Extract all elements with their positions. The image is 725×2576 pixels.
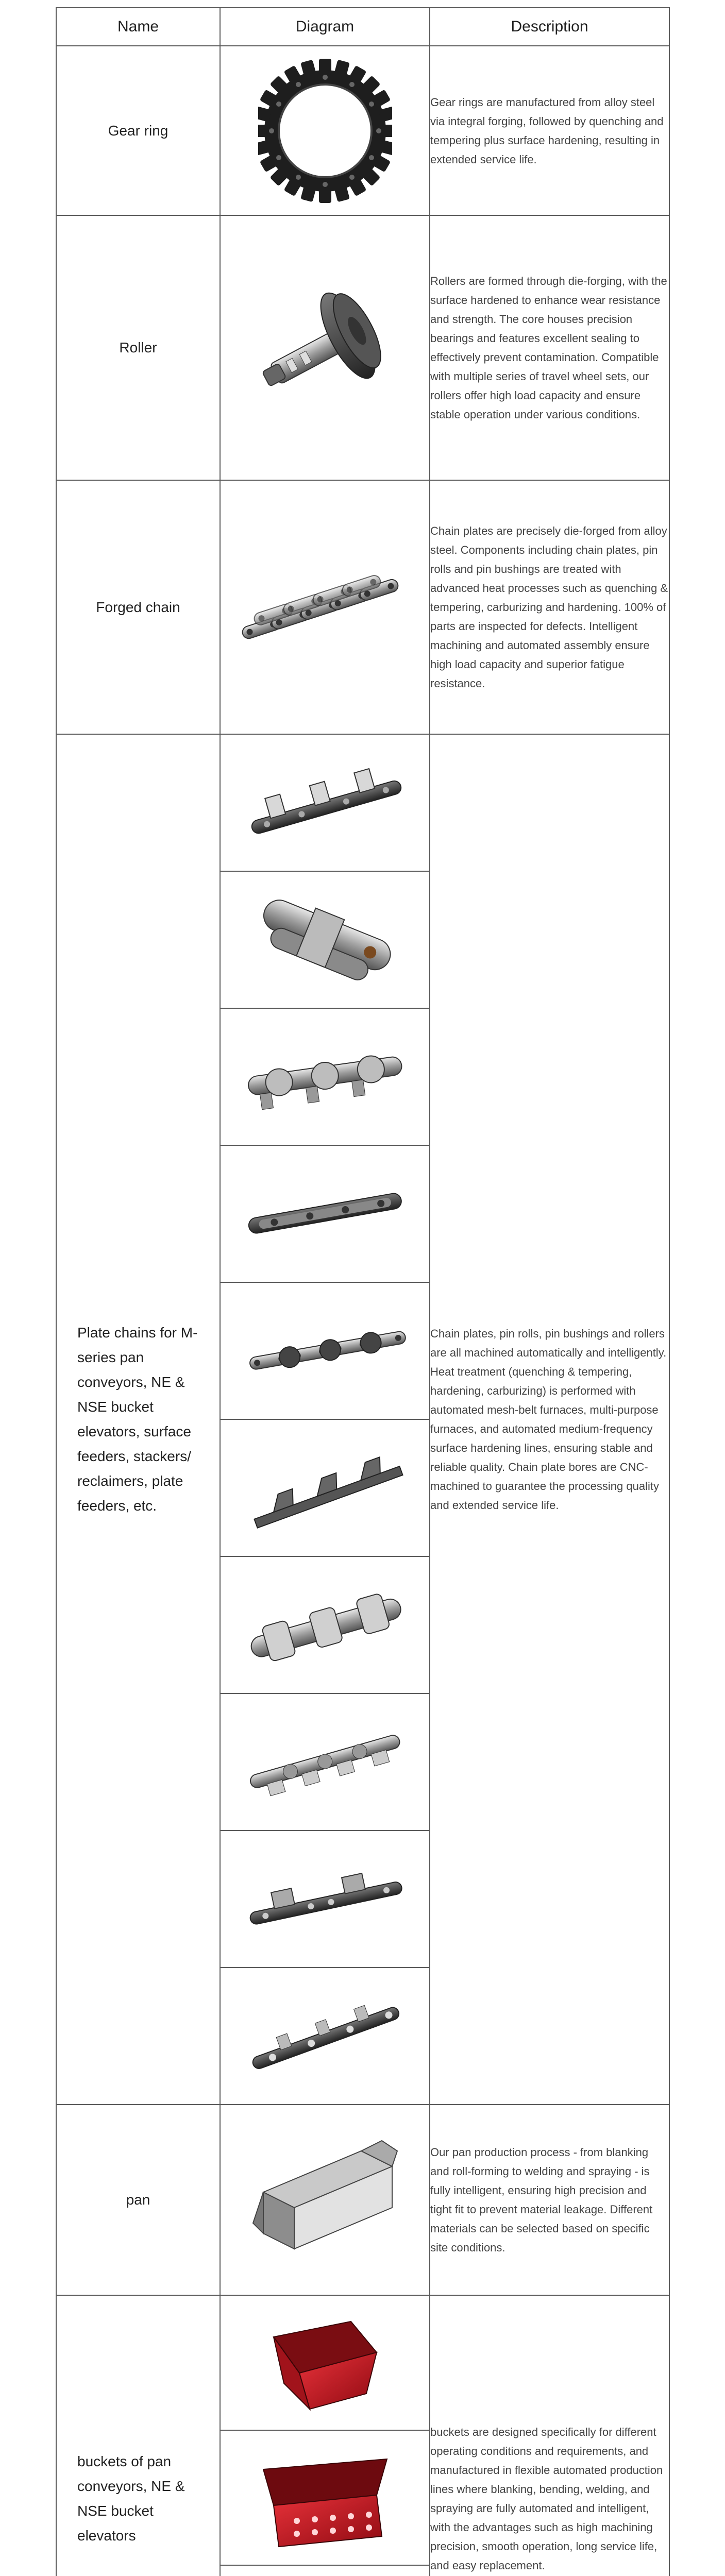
forged-chain-image — [220, 480, 430, 734]
bucket-image-1 — [221, 2296, 429, 2431]
product-table — [56, 7, 670, 2576]
row-name-plate-chains: Plate chains for M-series pan conveyors, NE & NSE bucket elevators, surface feeders, stackers/ reclaimers, plate feeders, etc. — [56, 734, 220, 2105]
plate-chain-image-5 — [221, 1283, 429, 1420]
row-description-buckets: buckets are designed specifically for different operating conditions and requirements, and manufactured in flexible automated production lines where blanking, bending, welding, and spraying are fully automated and intelligent, with the advantages such as high machining precision, smooth operation, long service life, and easy replacement. — [430, 2295, 669, 2576]
row-description-forged-chain: Chain plates are precisely die-forged from alloy steel. Components including chain plates, pin rolls and pin bushings are treated with advanced heat processes such as quenching & tempering, carburizing and hardening. 100% of parts are inspected for defects. Intelligent machining and automated assembly ensure high load capacity and superior fatigue resistance. — [430, 480, 669, 734]
table-row — [56, 215, 669, 480]
table-row — [56, 480, 669, 734]
plate-chain-image-4 — [221, 1146, 429, 1283]
row-name-gear-ring: Gear ring — [56, 46, 220, 215]
plate-chain-image-3 — [221, 1009, 429, 1146]
pan-image — [220, 2105, 430, 2295]
row-description-roller: Rollers are formed through die-forging, with the surface hardened to enhance wear resistance and strength. The core houses precision bearings and features excellent sealing to effectively prevent contamination. Compatible with multiple series of travel wheel sets, our rollers offer high load capacity and ensure stable operation under various conditions. — [430, 215, 669, 480]
plate-chain-image-8 — [221, 1694, 429, 1831]
plate-chain-image-1 — [221, 735, 429, 872]
row-description-gear-ring: Gear rings are manufactured from alloy steel via integral forging, followed by quenching and tempering plus surface hardening, resulting in extended service life. — [430, 46, 669, 215]
gear-ring-image — [220, 46, 430, 215]
row-name-buckets: buckets of pan conveyors, NE & NSE bucket elevators — [56, 2295, 220, 2576]
row-name-forged-chain: Forged chain — [56, 480, 220, 734]
bucket-image-2 — [221, 2431, 429, 2566]
header-row — [56, 8, 669, 46]
table-row — [56, 46, 669, 215]
plate-chain-images — [220, 734, 430, 2105]
bucket-image-3 — [221, 2566, 429, 2576]
row-description-plate-chains: Chain plates, pin rolls, pin bushings and rollers are all machined automatically and intelligently. Heat treatment (quenching & tempering, hardening, carburizing) is performed with automated mesh-belt furnaces, multi-purpose furnaces, and automated medium-frequency surface hardening lines, ensuring stable and reliable quality. Chain plate bores are CNC-machined to guarantee the processing quality and extended service life. — [430, 734, 669, 2105]
header-diagram: Diagram — [220, 8, 430, 46]
plate-chain-image-6 — [221, 1420, 429, 1557]
plate-chain-image-7 — [221, 1557, 429, 1694]
row-description-pan: Our pan production process - from blanking and roll-forming to welding and spraying - is fully intelligent, ensuring high precision and tight fit to prevent material leakage. Different materials can be selected based on specific site conditions. — [430, 2105, 669, 2295]
roller-image — [220, 215, 430, 480]
bucket-images — [220, 2295, 430, 2576]
header-description: Description — [430, 8, 669, 46]
plate-chain-image-2 — [221, 872, 429, 1009]
table-row — [56, 2295, 669, 2576]
table-row — [56, 734, 669, 2105]
plate-chain-image-9 — [221, 1831, 429, 1968]
header-name: Name — [56, 8, 220, 46]
table-row — [56, 2105, 669, 2295]
row-name-roller: Roller — [56, 215, 220, 480]
plate-chain-image-10 — [221, 1968, 429, 2104]
row-name-pan: pan — [56, 2105, 220, 2295]
